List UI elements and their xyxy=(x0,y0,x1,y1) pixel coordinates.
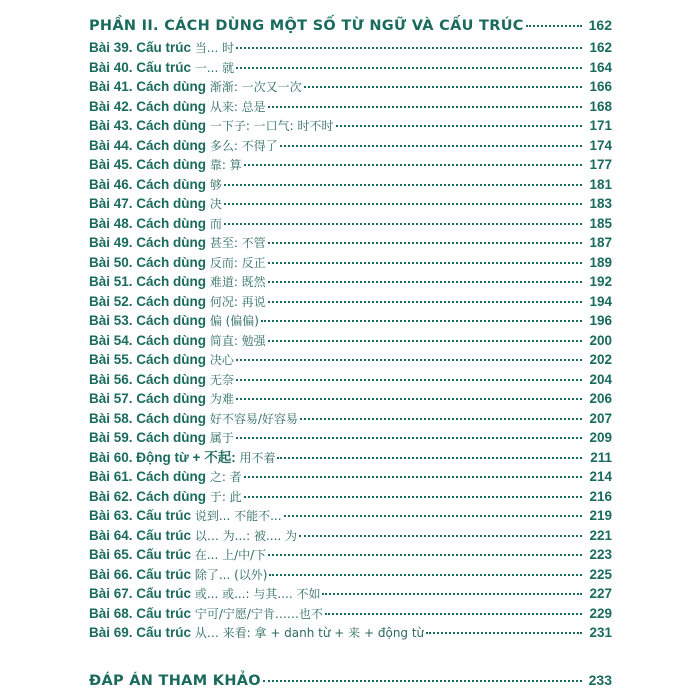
entry-title xyxy=(89,38,234,59)
dot-leader xyxy=(526,25,582,27)
page-number: 216 xyxy=(589,488,612,504)
entry-title xyxy=(89,487,242,508)
page-number: 206 xyxy=(589,391,612,406)
chinese-term: 简直: 勉强 xyxy=(209,333,266,348)
dot-leader xyxy=(224,203,582,205)
toc-entry[interactable] xyxy=(89,448,612,468)
dot-leader xyxy=(277,457,582,459)
entry-title xyxy=(89,370,234,391)
dot-leader xyxy=(224,184,582,186)
lesson-number: Bài 48. xyxy=(89,215,133,231)
toc-entry[interactable] xyxy=(89,272,612,292)
toc-entries xyxy=(89,38,612,643)
entry-title xyxy=(89,545,266,566)
lesson-kind: Cách dùng xyxy=(136,332,207,348)
page-number: 227 xyxy=(589,586,612,601)
section-heading[interactable] xyxy=(89,12,612,38)
toc-entry[interactable] xyxy=(89,350,612,370)
lesson-kind: Cách dùng xyxy=(136,118,207,133)
page-number: 181 xyxy=(589,176,612,192)
entry-title xyxy=(89,253,266,274)
dot-leader xyxy=(236,67,582,69)
dot-leader xyxy=(244,476,582,478)
toc-entry[interactable] xyxy=(89,545,612,565)
dot-leader xyxy=(304,86,582,88)
lesson-kind: Cấu trúc xyxy=(136,605,192,621)
page-number: 207 xyxy=(589,410,612,426)
lesson-number: Bài 49. xyxy=(89,235,133,250)
dot-leader xyxy=(236,359,582,361)
dot-leader xyxy=(268,106,582,108)
dot-leader xyxy=(268,340,582,342)
chinese-term: 从… 来看: 拿 + danh từ + 来 + động từ xyxy=(194,626,425,640)
entry-title xyxy=(89,350,234,371)
chinese-term: 靠: 算 xyxy=(209,158,242,172)
page-number: 209 xyxy=(589,430,612,445)
chinese-term: 除了... (以外) xyxy=(194,567,268,582)
toc-entry[interactable] xyxy=(89,428,612,448)
page-number: 219 xyxy=(589,508,612,523)
lesson-kind: Cấu trúc xyxy=(136,59,192,75)
toc-entry[interactable] xyxy=(89,565,612,585)
toc-entry[interactable] xyxy=(89,389,612,409)
toc-list xyxy=(89,12,612,693)
chinese-term: 决心 xyxy=(209,353,234,367)
chinese-term: 或... 或...: 与其.... 不如 xyxy=(194,587,321,601)
page-number: 185 xyxy=(589,215,612,231)
lesson-number: Bài 55. xyxy=(89,352,133,367)
lesson-number: Bài 69. xyxy=(89,625,133,640)
entry-title xyxy=(89,175,222,196)
lesson-number: Bài 42. xyxy=(89,98,133,114)
entry-title xyxy=(89,584,320,605)
entry-title xyxy=(89,428,234,449)
entry-title xyxy=(89,623,424,644)
dot-leader xyxy=(263,680,582,682)
toc-entry[interactable] xyxy=(89,331,612,351)
chinese-term: 够 xyxy=(209,177,222,192)
page-number: 162 xyxy=(589,40,612,55)
page-number: 200 xyxy=(589,332,612,348)
lesson-number: Bài 53. xyxy=(89,313,133,328)
entry-title xyxy=(89,272,266,293)
lesson-kind: Cách dùng xyxy=(136,98,207,114)
chinese-term: 用不着 xyxy=(239,450,276,465)
lesson-kind: Cách dùng xyxy=(136,215,207,231)
chinese-term: 之: 者 xyxy=(209,470,242,484)
lesson-number: Bài 47. xyxy=(89,196,133,211)
toc-entry[interactable] xyxy=(89,623,612,643)
entry-title xyxy=(89,214,222,235)
dot-leader xyxy=(280,145,582,147)
section-heading-label: PHẦN II. CÁCH DÙNG MỘT SỐ TỪ NGỮ VÀ CẤU TRÚC xyxy=(89,18,524,34)
toc-entry[interactable] xyxy=(89,604,612,624)
lesson-number: Bài 61. xyxy=(89,469,133,484)
chinese-term: 偏 (偏偏) xyxy=(209,314,259,328)
lesson-number: Bài 44. xyxy=(89,137,133,153)
chinese-term: 一下子: 一口气: 时不时 xyxy=(209,119,334,133)
chinese-term: 无奈 xyxy=(209,372,234,387)
chinese-term: 宁可/宁愿/宁肯……也不 xyxy=(194,606,323,621)
chinese-term: 以… 为...: 被.... 为 xyxy=(194,528,298,543)
lesson-kind: Cấu trúc xyxy=(136,625,192,640)
lesson-number: Bài 66. xyxy=(89,566,133,582)
page-number: 233 xyxy=(588,671,612,688)
dot-leader xyxy=(268,554,582,556)
lesson-number: Bài 43. xyxy=(89,118,133,133)
dot-leader xyxy=(261,320,582,322)
lesson-number: Bài 57. xyxy=(89,391,133,406)
toc-entry[interactable] xyxy=(89,584,612,604)
lesson-kind: Cách dùng xyxy=(136,430,207,445)
chinese-term: 何况: 再说 xyxy=(209,294,266,309)
page-number: 225 xyxy=(589,566,612,582)
lesson-number: Bài 52. xyxy=(89,293,133,309)
lesson-number: Bài 62. xyxy=(89,488,133,504)
answers-heading[interactable] xyxy=(89,667,612,693)
dot-leader xyxy=(300,418,582,420)
entry-title xyxy=(89,311,259,332)
lesson-kind: Cấu trúc xyxy=(136,566,192,582)
chinese-term: 从来: 总是 xyxy=(209,99,266,114)
lesson-kind: Động từ + 不起: xyxy=(136,449,236,465)
page-number: 192 xyxy=(589,274,612,289)
toc-entry[interactable] xyxy=(89,253,612,273)
dot-leader xyxy=(268,301,582,303)
entry-title xyxy=(89,526,297,547)
toc-entry[interactable] xyxy=(89,292,612,312)
toc-entry[interactable] xyxy=(89,155,612,175)
page-number: 168 xyxy=(589,98,612,114)
chinese-term: 甚至: 不管 xyxy=(209,236,266,250)
toc-entry[interactable] xyxy=(89,194,612,214)
dot-leader xyxy=(322,593,582,595)
toc-entry[interactable] xyxy=(89,370,612,390)
page-number: 211 xyxy=(590,449,612,465)
toc-entry[interactable] xyxy=(89,136,612,156)
entry-title xyxy=(89,389,234,410)
lesson-number: Bài 39. xyxy=(89,40,133,55)
page-number: 221 xyxy=(589,527,612,543)
toc-entry[interactable] xyxy=(89,526,612,546)
chinese-term: 为难 xyxy=(209,392,234,406)
entry-title xyxy=(89,409,298,430)
lesson-number: Bài 50. xyxy=(89,254,133,270)
lesson-number: Bài 63. xyxy=(89,508,133,523)
dot-leader xyxy=(224,223,582,225)
chinese-term: 当... 时 xyxy=(194,41,235,55)
page-number: 177 xyxy=(589,157,612,172)
entry-title xyxy=(89,233,266,254)
toc-entry[interactable] xyxy=(89,38,612,58)
dot-leader xyxy=(268,281,582,283)
dot-leader xyxy=(284,515,582,517)
lesson-number: Bài 40. xyxy=(89,59,133,75)
toc-entry[interactable] xyxy=(89,233,612,253)
toc-entry[interactable] xyxy=(89,214,612,234)
lesson-kind: Cách dùng xyxy=(136,274,207,289)
chinese-term: 渐渐: 一次又一次 xyxy=(209,80,302,94)
chinese-term: 多么: 不得了 xyxy=(209,138,278,153)
lesson-kind: Cấu trúc xyxy=(136,547,192,562)
page-number: 166 xyxy=(589,79,612,94)
chinese-term: 反而: 反正 xyxy=(209,255,266,270)
page-number: 187 xyxy=(589,235,612,250)
dot-leader xyxy=(244,496,582,498)
dot-leader xyxy=(325,613,582,615)
toc-entry[interactable] xyxy=(89,175,612,195)
lesson-kind: Cách dùng xyxy=(136,469,207,484)
lesson-kind: Cách dùng xyxy=(136,371,207,387)
entry-title xyxy=(89,97,266,118)
entry-title xyxy=(89,292,266,313)
page-number: 204 xyxy=(589,371,612,387)
page-number: 174 xyxy=(589,137,612,153)
toc-entry[interactable] xyxy=(89,487,612,507)
toc-entry[interactable] xyxy=(89,77,612,97)
lesson-kind: Cấu trúc xyxy=(136,508,192,523)
chinese-term: 好不容易/好容易 xyxy=(209,411,298,426)
page-number: 183 xyxy=(589,196,612,211)
dot-leader xyxy=(236,398,582,400)
lesson-kind: Cách dùng xyxy=(136,488,207,504)
dot-leader xyxy=(244,164,582,166)
lesson-number: Bài 41. xyxy=(89,79,133,94)
entry-title xyxy=(89,565,267,586)
toc-entry[interactable] xyxy=(89,97,612,117)
lesson-kind: Cách dùng xyxy=(136,313,207,328)
toc-entry[interactable] xyxy=(89,58,612,78)
lesson-kind: Cấu trúc xyxy=(136,527,192,543)
lesson-kind: Cách dùng xyxy=(136,157,207,172)
chinese-term: 于: 此 xyxy=(209,489,242,504)
lesson-number: Bài 54. xyxy=(89,332,133,348)
lesson-number: Bài 65. xyxy=(89,547,133,562)
entry-title xyxy=(89,116,334,137)
lesson-number: Bài 45. xyxy=(89,157,133,172)
entry-title xyxy=(89,155,242,176)
page-number: 214 xyxy=(589,469,612,484)
lesson-kind: Cách dùng xyxy=(136,235,207,250)
entry-title xyxy=(89,467,242,488)
lesson-kind: Cách dùng xyxy=(136,176,207,192)
entry-title xyxy=(89,331,266,352)
lesson-kind: Cách dùng xyxy=(136,196,207,211)
lesson-kind: Cách dùng xyxy=(136,254,207,270)
lesson-kind: Cách dùng xyxy=(136,79,207,94)
chinese-term: 而 xyxy=(209,216,222,231)
entry-title xyxy=(89,448,275,469)
chinese-term: 一... 就 xyxy=(194,60,235,75)
dot-leader xyxy=(426,632,582,634)
lesson-number: Bài 68. xyxy=(89,605,133,621)
lesson-number: Bài 60. xyxy=(89,449,133,465)
lesson-number: Bài 59. xyxy=(89,430,133,445)
chinese-term: 在... 上/中/下 xyxy=(194,548,267,562)
chinese-term: 难道: 既然 xyxy=(209,275,266,289)
toc-entry[interactable] xyxy=(89,116,612,136)
page-number: 189 xyxy=(589,254,612,270)
page-number: 202 xyxy=(589,352,612,367)
lesson-number: Bài 46. xyxy=(89,176,133,192)
dot-leader xyxy=(236,379,582,381)
dot-leader xyxy=(269,574,582,576)
entry-title xyxy=(89,77,302,98)
entry-title xyxy=(89,194,222,215)
lesson-number: Bài 67. xyxy=(89,586,133,601)
dot-leader xyxy=(236,437,582,439)
toc-entry[interactable] xyxy=(89,467,612,487)
page-number: 223 xyxy=(589,547,612,562)
page-number: 196 xyxy=(589,313,612,328)
page-number: 162 xyxy=(588,17,612,33)
page-number: 231 xyxy=(589,625,612,640)
entry-title xyxy=(89,604,323,625)
answers-heading-label: ĐÁP ÁN THAM KHẢO xyxy=(89,672,261,689)
lesson-number: Bài 56. xyxy=(89,371,133,387)
page-number: 194 xyxy=(589,293,612,309)
spacer xyxy=(89,643,612,667)
dot-leader xyxy=(236,47,582,49)
page-number: 171 xyxy=(589,118,612,133)
toc-entry[interactable] xyxy=(89,506,612,526)
dot-leader xyxy=(336,125,582,127)
toc-entry[interactable] xyxy=(89,409,612,429)
lesson-number: Bài 64. xyxy=(89,527,133,543)
lesson-kind: Cấu trúc xyxy=(136,40,192,55)
lesson-number: Bài 51. xyxy=(89,274,133,289)
lesson-kind: Cách dùng xyxy=(136,391,207,406)
dot-leader xyxy=(268,262,582,264)
lesson-kind: Cách dùng xyxy=(136,410,207,426)
chinese-term: 属于 xyxy=(209,431,234,445)
lesson-kind: Cách dùng xyxy=(136,352,207,367)
lesson-kind: Cách dùng xyxy=(136,137,207,153)
chinese-term: 说到... 不能不... xyxy=(194,509,282,523)
entry-title xyxy=(89,58,234,79)
lesson-kind: Cách dùng xyxy=(136,293,207,309)
entry-title xyxy=(89,136,278,157)
lesson-kind: Cấu trúc xyxy=(136,586,192,601)
lesson-number: Bài 58. xyxy=(89,410,133,426)
dot-leader xyxy=(268,242,582,244)
toc-entry[interactable] xyxy=(89,311,612,331)
dot-leader xyxy=(299,535,582,537)
entry-title xyxy=(89,506,282,527)
page-number: 164 xyxy=(589,59,612,75)
page-number: 229 xyxy=(589,605,612,621)
chinese-term: 决 xyxy=(209,197,222,211)
